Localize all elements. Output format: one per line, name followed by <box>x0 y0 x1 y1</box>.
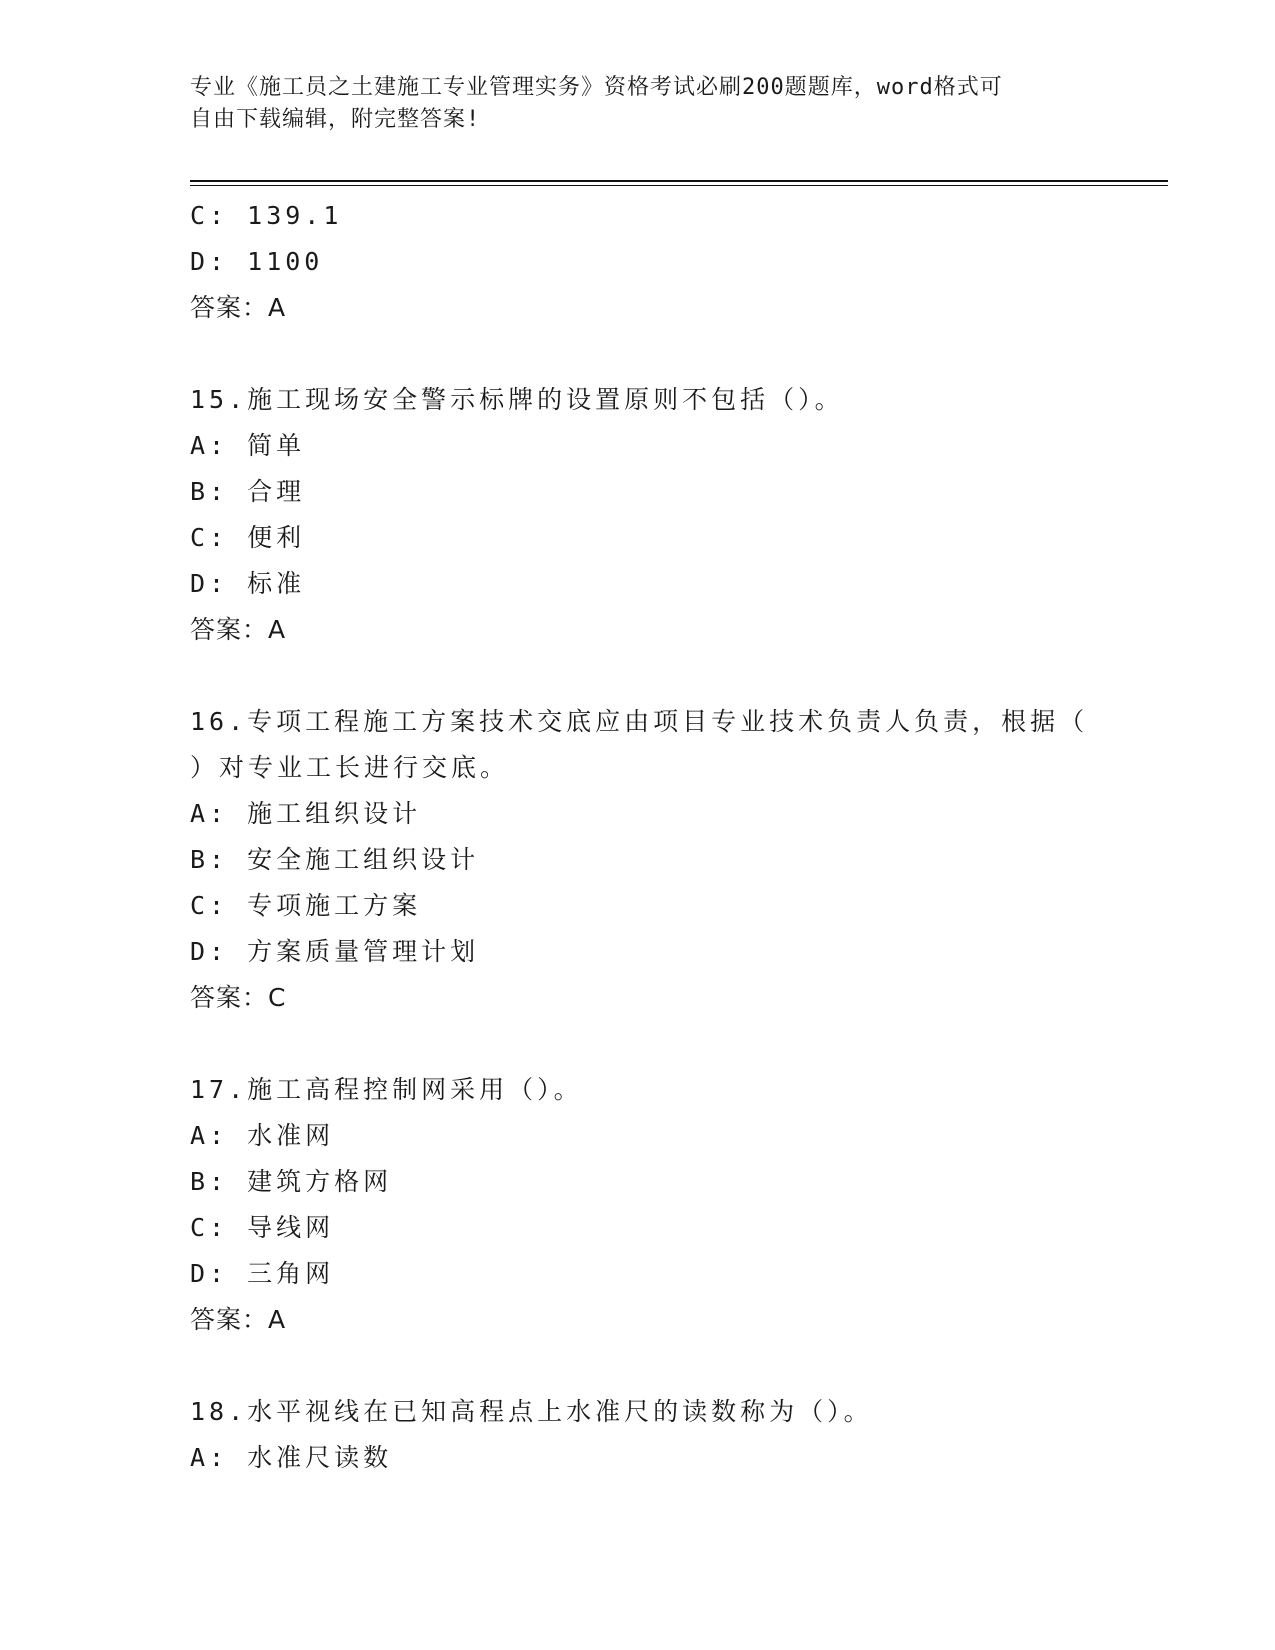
answer-line: 答案：A <box>190 615 287 644</box>
spacer <box>190 1021 1090 1067</box>
option-a: A: 水准尺读数 <box>190 1443 393 1472</box>
question-stem-continued: ）对专业工长进行交底。 <box>190 753 510 782</box>
option-c: C: 专项施工方案 <box>190 891 422 920</box>
question-14-continuation <box>190 193 1090 331</box>
header-line-2: 自由下载编辑，附完整答案! <box>190 107 481 132</box>
question-15 <box>190 377 1090 653</box>
option-b: B: 建筑方格网 <box>190 1167 393 1196</box>
question-stem: 16.专项工程施工方案技术交底应由项目专业技术负责人负责，根据（ <box>190 707 1089 736</box>
option-a: A: 简单 <box>190 431 306 460</box>
option-b: B: 合理 <box>190 477 306 506</box>
question-18 <box>190 1389 1090 1481</box>
answer-line: 答案：A <box>190 1305 287 1334</box>
answer-line: 答案：A <box>190 293 287 322</box>
option-d: D: 方案质量管理计划 <box>190 937 480 966</box>
header-divider-thick <box>190 180 1168 182</box>
option-c: C: 139.1 <box>190 201 343 230</box>
spacer <box>190 331 1090 377</box>
document-header <box>190 72 1090 136</box>
header-line-1: 专业《施工员之土建施工专业管理实务》资格考试必刷200题题库，word格式可 <box>190 75 1003 100</box>
question-list <box>190 193 1090 1481</box>
question-stem: 15.施工现场安全警示标牌的设置原则不包括（）。 <box>190 385 844 414</box>
question-stem: 18.水平视线在已知高程点上水准尺的读数称为（）。 <box>190 1397 873 1426</box>
option-c: C: 便利 <box>190 523 306 552</box>
option-b: B: 安全施工组织设计 <box>190 845 480 874</box>
option-c: C: 导线网 <box>190 1213 335 1242</box>
question-stem: 17.施工高程控制网采用（）。 <box>190 1075 583 1104</box>
header-divider-thin <box>190 185 1168 186</box>
option-d: D: 三角网 <box>190 1259 335 1288</box>
option-d: D: 1100 <box>190 247 324 276</box>
spacer <box>190 1343 1090 1389</box>
answer-line: 答案：C <box>190 983 287 1012</box>
spacer <box>190 653 1090 699</box>
option-d: D: 标准 <box>190 569 306 598</box>
question-17 <box>190 1067 1090 1343</box>
option-a: A: 水准网 <box>190 1121 335 1150</box>
option-a: A: 施工组织设计 <box>190 799 422 828</box>
question-16 <box>190 699 1090 1021</box>
